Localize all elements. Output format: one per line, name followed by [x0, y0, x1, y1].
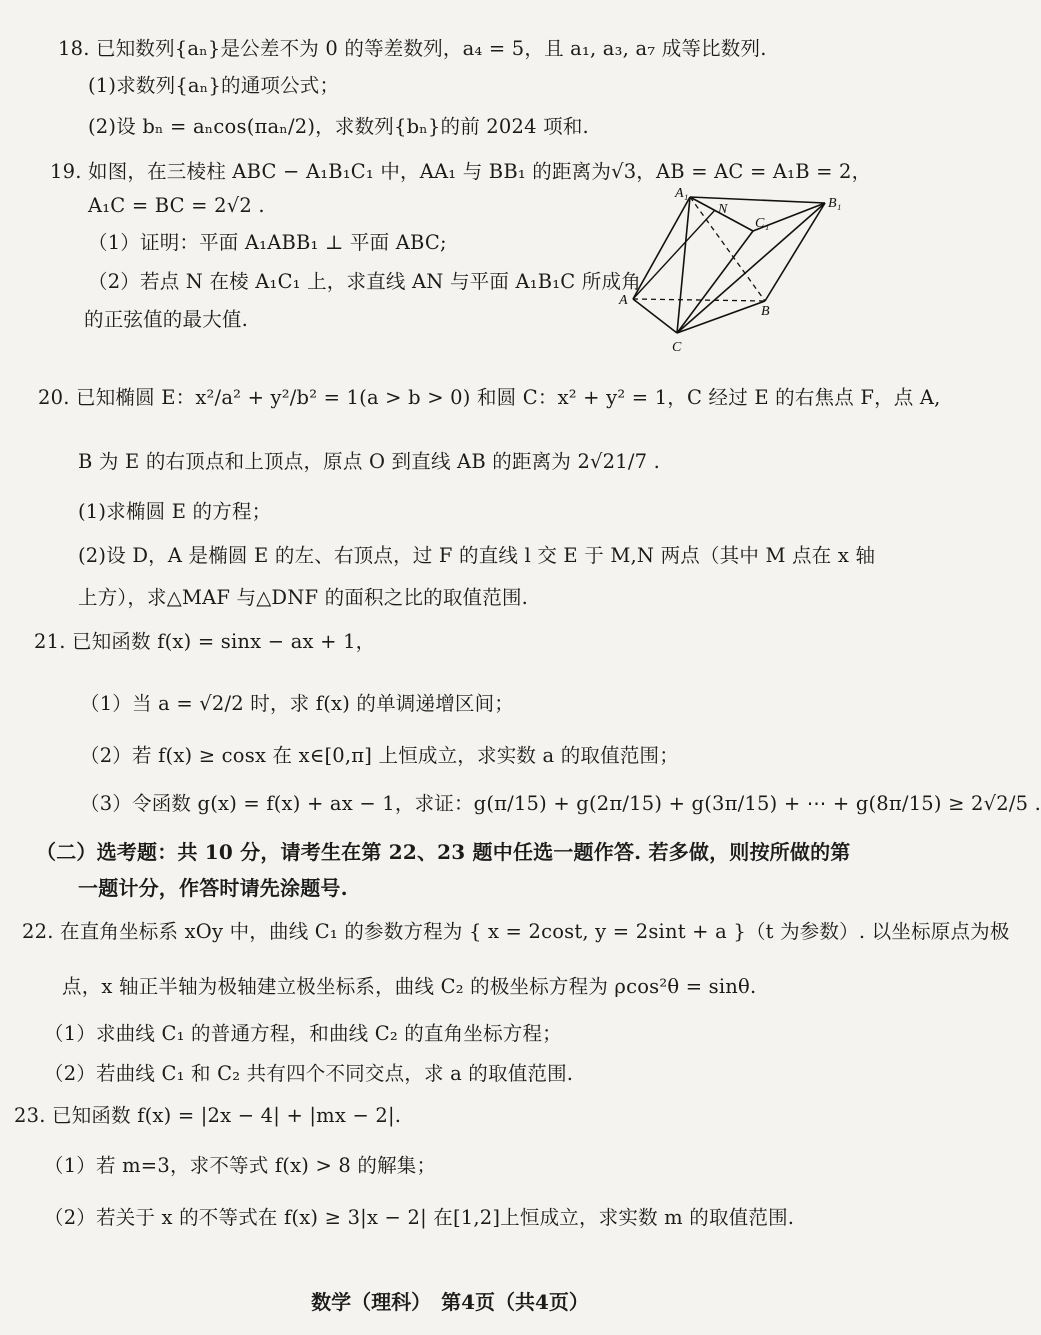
edge-b1b: [765, 203, 825, 301]
q20-part2-cont: 上方），求△MAF 与△DNF 的面积之比的取值范围.: [78, 586, 529, 609]
q20-part1: (1)求椭圆 E 的方程；: [78, 500, 272, 523]
q19-part2-cont: 的正弦值的最大值.: [84, 308, 248, 331]
q18-stem: 18. 已知数列{aₙ}是公差不为 0 的等差数列，a₄ = 5，且 a₁, a₃, a₇ 成等比数列.: [58, 37, 767, 60]
q21-part3: （3）令函数 g(x) = f(x) + ax − 1，求证：g(π/15) + g(2π/15) + g(3π/15) + ⋯ + g(8π/15) ≥ 2√2/5 .: [80, 792, 1041, 815]
label-b: B: [761, 304, 770, 319]
label-c1: C₁: [755, 216, 770, 231]
label-c: C: [672, 340, 682, 355]
q23-part1: （1）若 m=3，求不等式 f(x) > 8 的解集；: [44, 1154, 437, 1177]
q22-stem: 22. 在直角坐标系 xOy 中，曲线 C₁ 的参数方程为 { x = 2cost, y = 2sint + a }（t 为参数）. 以坐标原点为极: [22, 920, 1010, 943]
q18-part1: (1)求数列{aₙ}的通项公式；: [88, 74, 340, 97]
edge-ac: [633, 299, 677, 333]
label-a1: A₁: [675, 186, 689, 201]
label-a: A: [619, 293, 628, 308]
q22-stem-cont: 点，x 轴正半轴为极轴建立极坐标系，曲线 C₂ 的极坐标方程为 ρcos²θ = sinθ.: [62, 975, 757, 998]
q21-part2: （2）若 f(x) ≥ cosx 在 x∈[0,π] 上恒成立，求实数 a 的取值范围；: [80, 744, 679, 767]
q21-stem: 21. 已知函数 f(x) = sinx − ax + 1，: [34, 630, 376, 653]
line-an: [633, 210, 715, 299]
q20-stem-cont: B 为 E 的右顶点和上顶点，原点 O 到直线 AB 的距离为 2√21/7 .: [78, 450, 661, 473]
q23-part2: （2）若关于 x 的不等式在 f(x) ≥ 3|x − 2| 在[1,2]上恒成立，求实数 m 的取值范围.: [44, 1206, 795, 1229]
q23-stem: 23. 已知函数 f(x) = |2x − 4| + |mx − 2|.: [14, 1104, 402, 1127]
edge-ab-hidden: [633, 299, 765, 301]
label-n: N: [718, 202, 728, 217]
q21-part1: （1）当 a = √2/2 时，求 f(x) 的单调递增区间；: [80, 692, 515, 715]
q22-part2: （2）若曲线 C₁ 和 C₂ 共有四个不同交点，求 a 的取值范围.: [44, 1062, 574, 1085]
prism-figure: [615, 185, 855, 355]
q18-part2: (2)设 bₙ = aₙcos(πaₙ/2)，求数列{bₙ}的前 2024 项和.: [88, 115, 589, 138]
page-footer: 数学（理科） 第4页（共4页）: [311, 1290, 589, 1314]
edge-c1c: [677, 231, 753, 333]
section2-heading: （二）选考题：共 10 分，请考生在第 22、23 题中任选一题作答. 若多做，则按所做的第: [36, 840, 851, 864]
q19-stem-cont: A₁C = BC = 2√2 .: [88, 194, 265, 217]
edge-a1b1: [690, 197, 825, 203]
edge-b1c: [677, 203, 825, 333]
edge-bc: [677, 301, 765, 333]
q19-stem: 19. 如图，在三棱柱 ABC − A₁B₁C₁ 中，AA₁ 与 BB₁ 的距离为√3，AB = AC = A₁B = 2，: [50, 160, 872, 183]
q20-stem: 20. 已知椭圆 E：x²/a² + y²/b² = 1(a > b > 0) 和圆 C：x² + y² = 1，C 经过 E 的右焦点 F，点 A,: [38, 386, 941, 409]
q20-part2: (2)设 D，A 是椭圆 E 的左、右顶点，过 F 的直线 l 交 E 于 M,N 两点（其中 M 点在 x 轴: [78, 544, 876, 567]
q19-part2: （2）若点 N 在棱 A₁C₁ 上，求直线 AN 与平面 A₁B₁C 所成角: [88, 270, 641, 293]
edge-a1b-hidden: [690, 197, 765, 301]
q22-part1: （1）求曲线 C₁ 的普通方程，和曲线 C₂ 的直角坐标方程；: [44, 1022, 562, 1045]
section2-heading-cont: 一题计分，作答时请先涂题号.: [78, 876, 348, 900]
q19-part1: （1）证明：平面 A₁ABB₁ ⊥ 平面 ABC;: [88, 231, 447, 254]
label-b1: B₁: [828, 196, 842, 211]
